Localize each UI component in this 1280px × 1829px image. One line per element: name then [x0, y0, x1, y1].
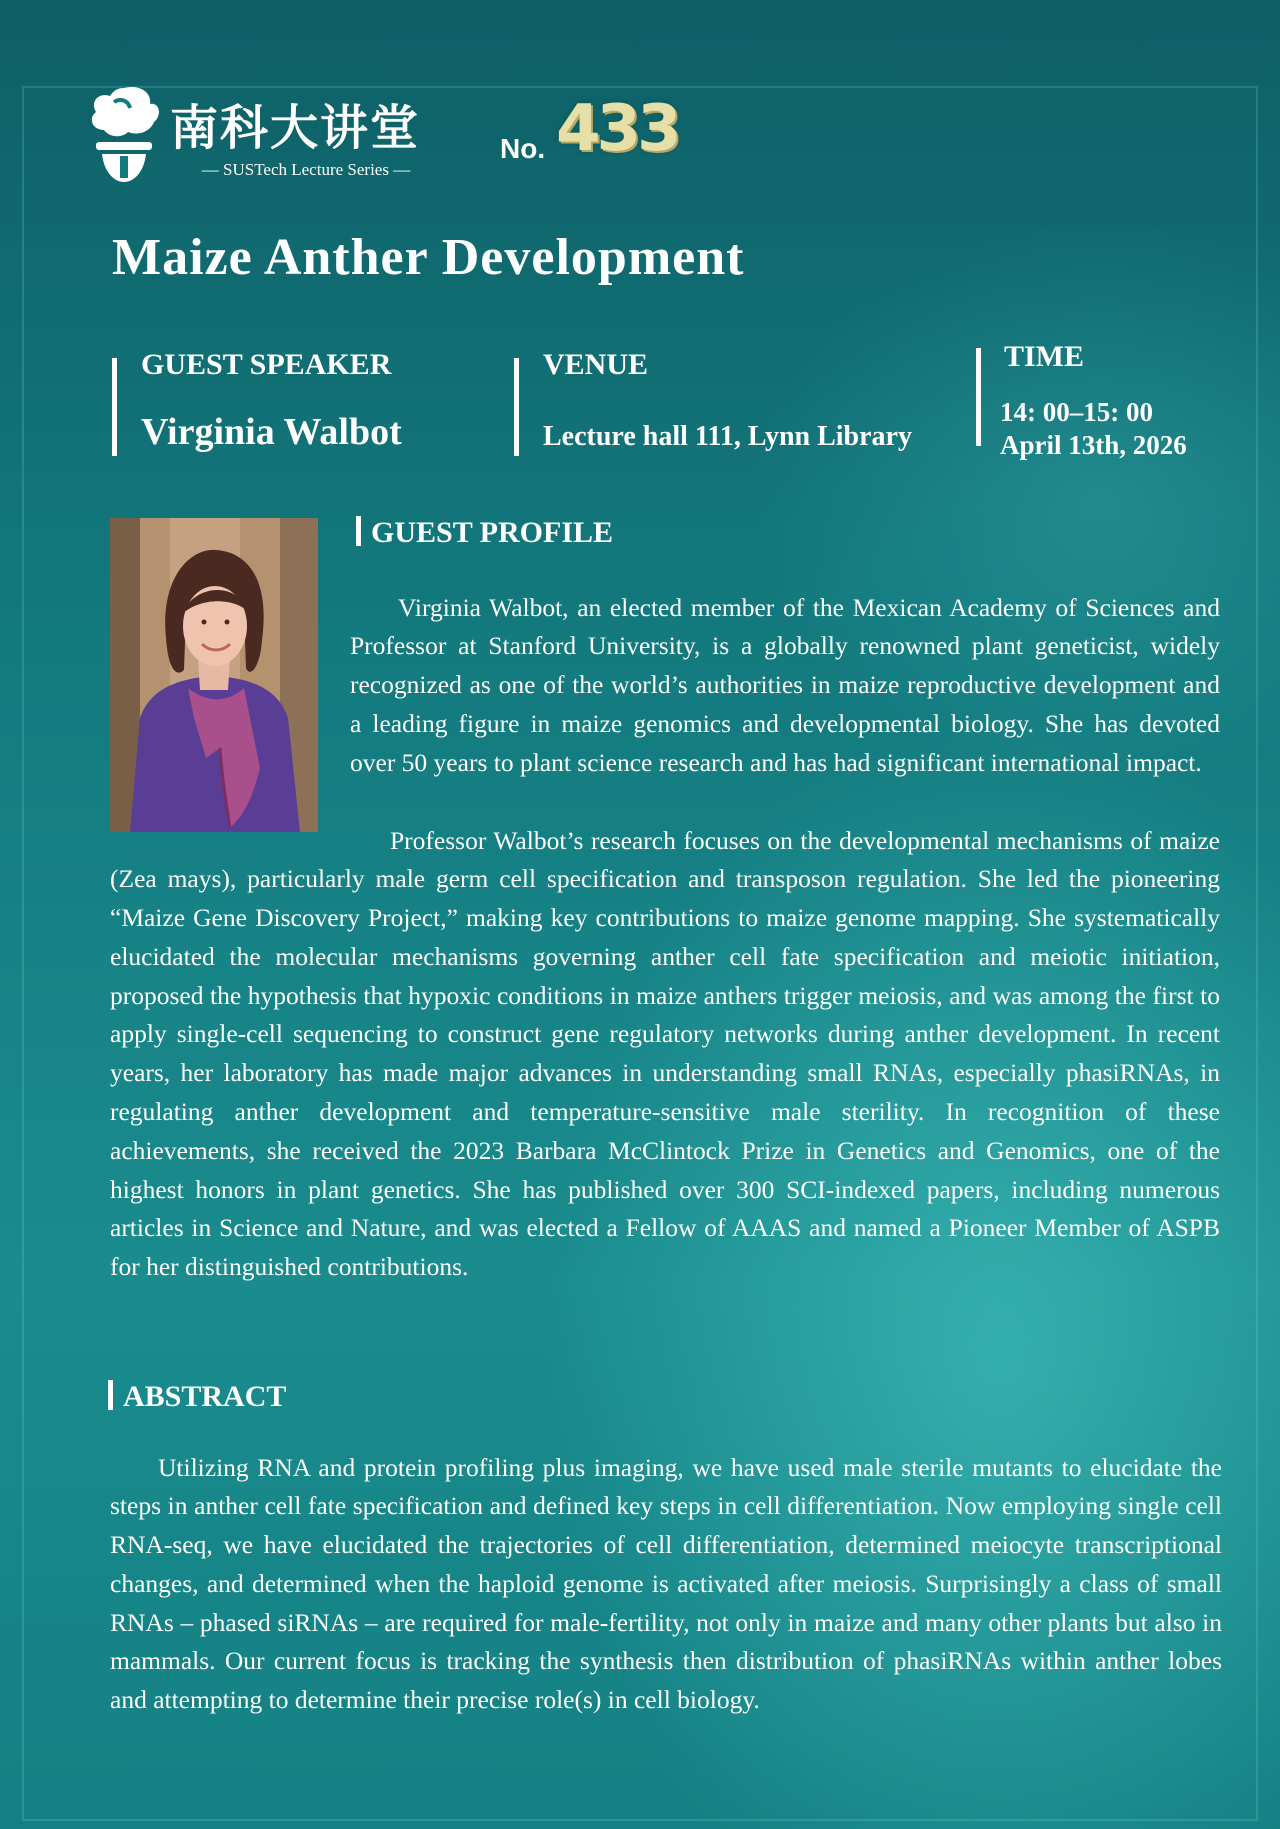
abstract-paragraph: Utilizing RNA and protein profiling plus imaging, we have used male sterile mutants to elucidate the steps in anther cell fate specification and defined key steps in cell differentiation. Now employing single cell RNA-seq, we have elucidated the trajectories of cell differentiation, determined meiocyte transcriptional changes, and determined when the haploid genome is activated after meiosis. Surprisingly a class of small RNAs – phased siRNAs – are required for male-fertility, not only in maize and many other plants but also in mammals. Our current focus is tracking the synthesis then distribution of phasiRNAs within anther lobes and attempting to determine their precise role(s) in cell biology.	[110, 1452, 1222, 1715]
guest-profile-heading-text: GUEST PROFILE	[371, 516, 614, 549]
logo-chinese-text: 南科大讲堂	[170, 100, 421, 156]
venue-block	[514, 348, 954, 456]
speaker-photo	[110, 518, 318, 832]
profile-paragraph-2: Professor Walbot’s research focuses on the developmental mechanisms of maize (Zea mays), particularly male germ cell specification and transposon regulation. She led the pioneering “Maize Gene Discovery Project,” making key contributions to maize genome mapping. She systematically elucidated the molecular mechanisms governing anther cell fate specification and meiotic initiation, proposed the hypothesis that hypoxic conditions in maize anthers trigger meiosis, and was among the first to apply single-cell sequencing to construct gene regulatory networks during anther development. In recent years, her laboratory has made major advances in understanding small RNAs, especially phasiRNAs, in regulating anther development and temperature-sensitive male sterility. In recognition of these achievements, she received the 2023 Barbara McClintock Prize in Genetics and Genomics, one of the highest honors in plant genetics. She has published over 300 SCI-indexed papers, including numerous articles in Science and Nature, and was elected a Fellow of AAAS and named a Pioneer Member of ASPB for her distinguished contributions.	[110, 825, 1220, 1282]
venue-label: VENUE	[543, 348, 649, 381]
speaker-divider-bar	[112, 358, 117, 456]
venue-value: Lecture hall 111, Lynn Library	[543, 421, 912, 452]
time-hours: 14: 00–15: 00	[1000, 397, 1153, 427]
venue-divider-bar	[514, 358, 519, 456]
speaker-name: Virginia Walbot	[141, 411, 402, 453]
profile-paragraph-1: Virginia Walbot, an elected member of the Mexican Academy of Sciences and Professor at Stanford University, is a globally renowned plant geneticist, widely recognized as one of the world’s authorities in maize reproductive development and a leading figure in maize genomics and developmental biology. She has devoted over 50 years to plant science research and has had significant international impact.	[350, 592, 1220, 777]
time-label: TIME	[1004, 340, 1085, 373]
abstract-heading-text: ABSTRACT	[123, 1380, 287, 1413]
heading-bar-icon	[356, 516, 361, 546]
speaker-label: GUEST SPEAKER	[141, 348, 392, 381]
guest-profile-heading	[356, 516, 613, 550]
lecture-number-label: No.	[500, 133, 546, 164]
time-block	[976, 340, 1236, 460]
time-date: April 13th, 2026	[1000, 430, 1187, 460]
speaker-portrait-icon	[110, 518, 318, 832]
lecture-title: Maize Anther Development	[112, 229, 745, 286]
abstract-heading	[108, 1380, 286, 1414]
time-divider-bar	[976, 348, 981, 446]
logo-english-text: — SUSTech Lecture Series —	[201, 160, 411, 179]
sustech-torch-logo-icon	[84, 82, 164, 186]
lecture-number: 433	[556, 92, 678, 166]
speaker-block	[112, 348, 492, 456]
time-value	[1000, 396, 1187, 462]
heading-bar-icon	[108, 1380, 113, 1410]
